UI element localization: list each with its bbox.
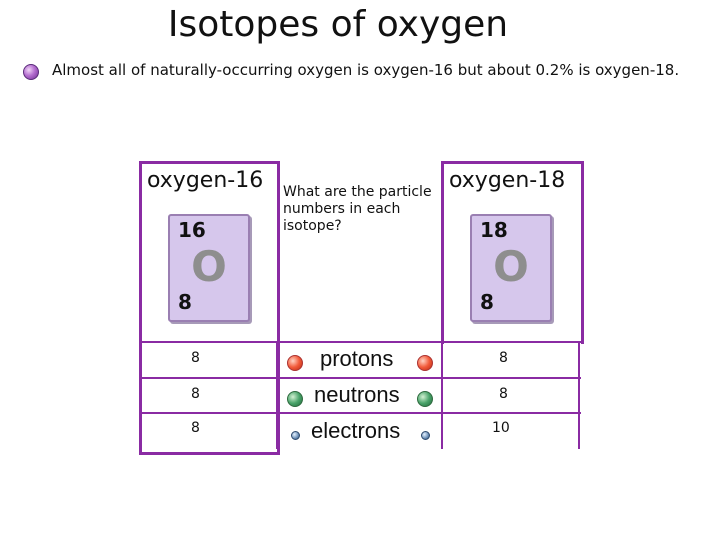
mass-number: 18 [480, 218, 508, 242]
proton-icon [287, 355, 303, 371]
particle-label-electrons: electrons [311, 418, 401, 443]
column-divider-right [441, 341, 443, 449]
atomic-number: 8 [178, 290, 192, 314]
question-text: What are the particle numbers in each isotope? [283, 184, 432, 234]
oxygen-18-neutrons: 8 [499, 386, 508, 402]
isotope-name-oxygen-18: oxygen-18 [449, 168, 566, 193]
element-symbol: O [191, 242, 227, 291]
neutron-icon [417, 391, 433, 407]
oxygen-16-protons: 8 [191, 350, 200, 366]
element-symbol: O [493, 242, 529, 291]
mass-number: 16 [178, 218, 206, 242]
atomic-number: 8 [480, 290, 494, 314]
oxygen-18-electrons: 10 [492, 420, 510, 436]
electron-icon [421, 431, 430, 440]
row-divider-protons [139, 341, 581, 343]
element-tile-oxygen-16 [168, 214, 250, 322]
electron-icon [291, 431, 300, 440]
row-divider-neutrons [139, 377, 581, 379]
bullet-icon [23, 64, 39, 80]
particle-label-neutrons: neutrons [314, 382, 400, 407]
neutron-icon [287, 391, 303, 407]
oxygen-16-neutrons: 8 [191, 386, 200, 402]
oxygen-18-protons: 8 [499, 350, 508, 366]
proton-icon [417, 355, 433, 371]
column-divider-left [276, 341, 278, 449]
particle-label-protons: protons [320, 346, 394, 371]
intro-text: Almost all of naturally-occurring oxygen is oxygen-16 but about 0.2% is oxygen-18. [52, 61, 680, 79]
right-frame-edge [578, 341, 580, 449]
row-divider-electrons [139, 412, 581, 414]
element-tile-oxygen-18 [470, 214, 552, 322]
oxygen-16-electrons: 8 [191, 420, 200, 436]
page-title: Isotopes of oxygen [167, 4, 509, 45]
isotope-name-oxygen-16: oxygen-16 [147, 168, 264, 193]
